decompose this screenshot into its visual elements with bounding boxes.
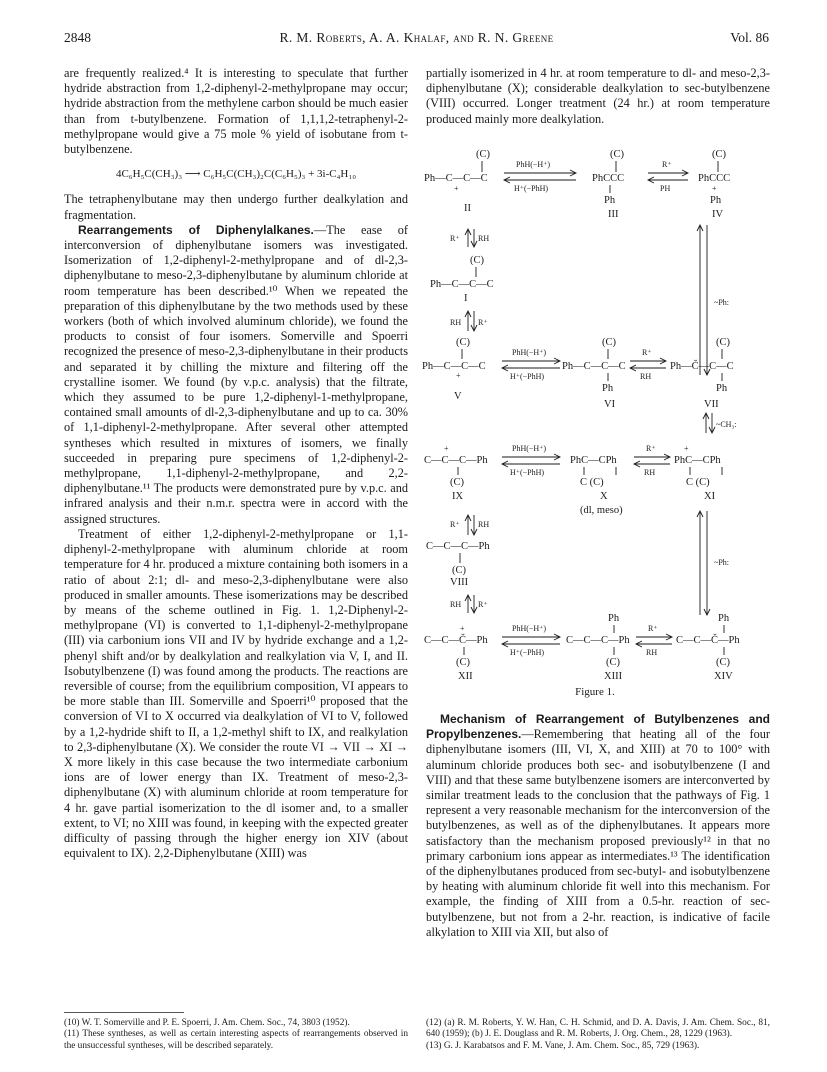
svg-text:Ph—C—C—C: Ph—C—C—C — [424, 173, 488, 184]
structure-vii — [670, 337, 734, 410]
svg-text:(C): (C) — [456, 657, 470, 668]
right-column — [426, 66, 770, 127]
svg-text:Ph: Ph — [604, 195, 616, 206]
rh-label: RH — [640, 372, 652, 381]
reagent-label: PhH(−H⁺) — [516, 160, 551, 169]
rh-label: RH — [644, 468, 656, 477]
page-number: 2848 — [64, 30, 91, 45]
ch3-shift-label: ~CH₃: — [716, 420, 737, 429]
svg-text:R⁺: R⁺ — [642, 348, 652, 357]
reagent-label: PhH(−H⁺) — [512, 444, 547, 453]
svg-text:R⁺: R⁺ — [648, 624, 658, 633]
label: III — [608, 209, 619, 220]
svg-text:R⁺: R⁺ — [646, 444, 656, 453]
svg-text:R⁺: R⁺ — [478, 600, 488, 609]
svg-text:(C): (C) — [610, 149, 624, 160]
structure-x — [570, 455, 623, 516]
paragraph-text: —Remembering that heating all of the four diphenylbutane isomers (III, VI, X, and XIII) at 70 to 100° with aluminum chloride produces both sec- and isobutylbenzene (I and VIII) and that these same butylbenzene isomers are interconverted by similar treatment leads to the conclusion that the pathways of Fig. 1 represent a very reasonable mechanism for the interconversion of the butylbenzenes, as well as of the diphenylbutanes. It appears more satisfactory than the mechanism proposed previously¹² in that no primary carbonium ions appear as intermediates.¹³ The identification of the diphenylbutanes produced from sec-butyl- and isobutylbenzene by heating with aluminum chloride fit well into this mechanism. For example, the finding of XIII from a 0.5-hr. reaction of sec-butylbenzene, but not from a 2-hr. reaction, is indicative of facile alkylation to XIII via XII, but also of — [426, 727, 770, 939]
svg-text:+: + — [444, 444, 449, 453]
paragraph: Treatment of either 1,2-diphenyl-2-methylpropane or 1,1-diphenyl-2-methylpropane with aluminum chloride at room temperature for 4 hr. produced a mixture containing both isomers in a ratio of about 2:1; dl- and meso-2,3-diphenylbutane were also produced in smaller amounts. These isomerizations may be described by means of the scheme outlined in Fig. 1. 1,2-Diphenyl-2-methylpropane (VI) is converted to 1,1-diphenyl-2-methylpropane (III) via carbonium ions VII and IV by hydride exchange and a 1,2-phenyl shift and/or by dealkylation and realkylation via V, I, and II. Isobutylbenzene (I) was found among the products. The reactions are reversible of course; from the equilibrium composition, VI appears to be more stable than III. Somerville and Spoerri¹⁰ proposed that the conversion of VI to X occurred via dealkylation of VI to V, followed by a 1,2-hydride shift to II, a 1,2-methyl shift to IX, and realkylation to 2,3-diphenylbutane (X). We consider the route VI → VII → XI → X more likely in this case because the two intermediate carbonium ions are of lower energy than IX. Treatment of meso-2,3-diphenylbutane (X) with aluminum chloride at room temperature for 4 hr. gave partial isomerization to the dl isomer and, to a smaller extent, to VI; no XIII was found, in keeping with the expected greater difficulty of passing through the higher energy ion XIV (about equivalent to IX). 2,2-Diphenylbutane (XIII) was — [64, 526, 408, 861]
svg-text:Ph: Ph — [608, 613, 620, 624]
section-heading: Mechanism of Rearrangement of Butylbenzenes and Propylbenzenes. — [426, 712, 770, 742]
figure-caption: Figure 1. — [575, 686, 615, 698]
structure-xiii — [566, 613, 630, 682]
svg-text:(C): (C) — [450, 477, 464, 488]
svg-text:RH: RH — [450, 600, 462, 609]
svg-text:(C): (C) — [606, 657, 620, 668]
svg-text:Ph—C—C—C: Ph—C—C—C — [562, 361, 626, 372]
structure-iii — [592, 149, 625, 220]
label: IV — [712, 209, 724, 220]
svg-text:RH: RH — [478, 520, 490, 529]
svg-text:C—C—C—Ph: C—C—C—Ph — [566, 635, 630, 646]
svg-text:RH: RH — [478, 234, 490, 243]
label: XI — [704, 491, 716, 502]
svg-text:Ph—C—C—C: Ph—C—C—C — [422, 361, 486, 372]
structure-v — [422, 337, 486, 402]
svg-text:R⁺: R⁺ — [450, 234, 460, 243]
svg-text:(C): (C) — [602, 337, 616, 348]
svg-text:RH: RH — [450, 318, 462, 327]
svg-text:+: + — [460, 624, 465, 633]
section-heading: Rearrangements of Diphenylalkanes. — [78, 222, 314, 237]
svg-text:Ph—Č—C—C: Ph—Č—C—C — [670, 361, 734, 372]
paragraph: The tetraphenylbutane may then undergo further dealkylation and fragmentation. — [64, 192, 408, 222]
running-header — [64, 30, 769, 48]
svg-text:+: + — [684, 444, 689, 453]
svg-text:R⁺: R⁺ — [478, 318, 488, 327]
svg-text:(C): (C) — [470, 255, 484, 266]
svg-text:(C): (C) — [476, 149, 490, 160]
svg-text:PhC—CPh: PhC—CPh — [674, 455, 721, 466]
structure-iv — [698, 149, 730, 220]
svg-text:C—C—Č—Ph: C—C—Č—Ph — [676, 635, 740, 646]
structure-vi — [562, 337, 626, 410]
label: IX — [452, 491, 464, 502]
svg-text:+: + — [712, 184, 717, 193]
ph-shift-label: ~Ph: — [714, 558, 729, 567]
svg-text:Ph: Ph — [710, 195, 722, 206]
reagent-label: PhH(−H⁺) — [512, 624, 547, 633]
svg-text:PH: PH — [660, 184, 671, 193]
reagent-label: H⁺(−PhH) — [510, 648, 545, 657]
svg-text:C—C—C—Ph: C—C—C—Ph — [424, 455, 488, 466]
label: II — [464, 203, 471, 214]
stereo-label: (dl, meso) — [580, 505, 623, 516]
footnote: (11) These syntheses, as well as certain interesting aspects of rearrangements observed in the unsuccessful syntheses, will be described separately. — [64, 1029, 408, 1051]
svg-text:PhC—CPh: PhC—CPh — [570, 455, 617, 466]
svg-text:(C): (C) — [716, 657, 730, 668]
volume-number: Vol. 86 — [730, 30, 769, 45]
svg-text:Ph—C—C—C: Ph—C—C—C — [430, 279, 494, 290]
right-column-lower — [426, 712, 770, 940]
footnote-rule — [64, 1012, 184, 1013]
svg-text:+: + — [454, 184, 459, 193]
equation: 4C₆H₅C(CH₃)₃ ⟶ C₆H₅C(CH₃)₂C(C₆H₅)₃ + 3i-C₄H₁₀ — [115, 168, 357, 181]
left-column — [64, 66, 408, 861]
structure-ii — [424, 149, 491, 214]
structure-xii — [424, 624, 488, 682]
reaction-scheme — [420, 145, 772, 685]
svg-text:Ph: Ph — [718, 613, 730, 624]
svg-text:C—C—C—Ph: C—C—C—Ph — [426, 541, 490, 552]
svg-text:C (C): C (C) — [686, 477, 710, 488]
reagent-label: PhH(−H⁺) — [512, 348, 547, 357]
structure-xiv — [676, 613, 740, 682]
footnote: (13) G. J. Karabatsos and F. M. Vane, J. Am. Chem. Soc., 85, 729 (1963). — [426, 1040, 700, 1051]
svg-text:PhCCC: PhCCC — [698, 173, 731, 184]
label: X — [600, 491, 608, 502]
paragraph-text: —The ease of interconversion of diphenylbutane isomers was investigated. Isomerization of 1,2-diphenyl-2-methylpropane and of dl-2,3-diphenylbutane to meso-2,3-diphenylbutane by aluminum chloride at room temperature has been described.¹⁰ When we repeated the preparation of this diphenylbutane by the two methods used by these workers (both of which involved aluminum chloride), we found the products to consist of four isomers. Somerville and Spoerri recognized the presence of meso-2,3-diphenylbutane in their products and separated it by chilling the mixture and filtering off the crystalline isomer. We found (by v.p.c. analysis) that the filtrate, which they assumed to be pure 1,2-diphenyl-1-methylpropane, contained small amounts of dl-2,3-diphenylbutane and up to ca. 30% of 1,1-diphenyl-2-methylpropane. After several other attempted syntheses which resulted in mixtures of isomers, we finally succeeded in preparing pure specimens of 1,2-diphenyl-2-methylpropane, 1,1-diphenyl-2-methylpropane, and 2,2-diphenylbutane.¹¹ The products were demonstrated pure by v.p.c. and infrared analysis and their n.m.r. spectra were in accord with the assigned structures. — [64, 222, 408, 526]
svg-text:C (C): C (C) — [580, 477, 604, 488]
footnotes-right — [426, 1018, 770, 1052]
structure-i — [430, 255, 494, 304]
svg-text:PhCCC: PhCCC — [592, 173, 625, 184]
rh-label: RH — [646, 648, 658, 657]
svg-text:C—C—Č—Ph: C—C—Č—Ph — [424, 635, 488, 646]
label: I — [464, 293, 468, 304]
footnote: (12) (a) R. M. Roberts, Y. W. Han, C. H. Schmid, and D. A. Davis, J. Am. Chem. Soc., 81, 640 (1959); (b) J. E. Douglass and R. M. Roberts, J. Org. Chem., 28, 1229 (1963). — [426, 1018, 770, 1040]
reagent-label: H⁺(−PhH) — [510, 372, 545, 381]
svg-text:(C): (C) — [712, 149, 726, 160]
paragraph — [426, 712, 770, 940]
label: VII — [704, 399, 719, 410]
svg-text:+: + — [456, 371, 461, 380]
label: V — [454, 391, 462, 402]
reagent-label: H⁺(−PhH) — [514, 184, 549, 193]
structure-xi — [674, 444, 722, 502]
label: XIII — [604, 671, 623, 682]
svg-text:(C): (C) — [716, 337, 730, 348]
svg-text:(C): (C) — [456, 337, 470, 348]
ph-shift-label: ~Ph: — [714, 298, 729, 307]
paragraph: are frequently realized.⁴ It is interesting to speculate that further hydride abstraction from 1,2-diphenyl-2-methylpropane may occur; hydride abstraction from the methylene carbon should be much easier than from t-butylbenzene. Formation of 1,1,1,2-tetraphenyl-2-methylpropane would give a 75 mole % yield of isobutane from t-butylbenzene. — [64, 66, 408, 157]
footnotes-left — [64, 1018, 408, 1052]
r-plus-label: R⁺ — [662, 160, 672, 169]
svg-text:Ph: Ph — [716, 383, 728, 394]
reagent-label: H⁺(−PhH) — [510, 468, 545, 477]
paragraph — [64, 223, 408, 527]
label: VIII — [450, 577, 469, 588]
structure-viii — [426, 541, 490, 588]
label: XIV — [714, 671, 733, 682]
label: VI — [604, 399, 616, 410]
footnote: (10) W. T. Somerville and P. E. Spoerri, J. Am. Chem. Soc., 74, 3803 (1952). — [64, 1018, 350, 1028]
svg-text:Ph: Ph — [602, 383, 614, 394]
structure-ix — [424, 444, 488, 502]
label: XII — [458, 671, 473, 682]
paragraph: partially isomerized in 4 hr. at room temperature to dl- and meso-2,3-diphenylbutane (X); considerable dealkylation to sec-butylbenzene (VIII) occurred. Longer treatment (24 hr.) at room temperature produced mainly more dealkylation. — [426, 66, 770, 126]
svg-text:R⁺: R⁺ — [450, 520, 460, 529]
author-line: R. M. Roberts, A. A. Khalaf, and R. N. Greene — [279, 30, 554, 45]
svg-text:(C): (C) — [452, 565, 466, 576]
